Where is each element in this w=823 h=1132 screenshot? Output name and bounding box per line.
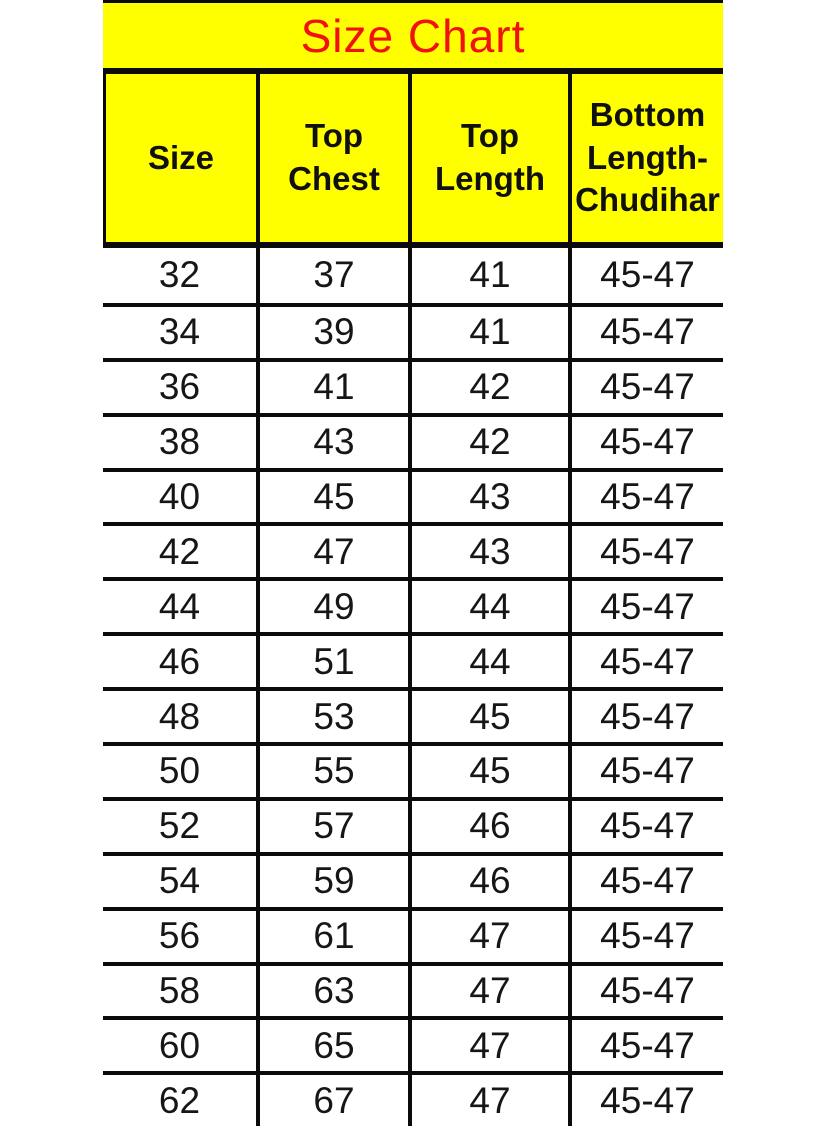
cell: 40 (158, 476, 201, 517)
cell: 47 (408, 966, 568, 1017)
cell: 45-47 (568, 1020, 723, 1071)
table-row (103, 852, 723, 907)
cell: 43 (408, 472, 568, 523)
cell: 45-47 (568, 472, 723, 523)
cell: 45-47 (568, 307, 723, 358)
cell: 39 (256, 307, 408, 358)
cell: 45-47 (568, 248, 723, 303)
cell: 45-47 (568, 362, 723, 413)
cell: 67 (256, 1075, 408, 1126)
cell: 41 (256, 362, 408, 413)
cell: 44 (408, 636, 568, 687)
cell: 47 (408, 1020, 568, 1071)
cell: 45-47 (568, 526, 723, 577)
cell: 45-47 (568, 746, 723, 797)
cell: 37 (256, 248, 408, 303)
cell: 51 (256, 636, 408, 687)
cell: 45 (408, 691, 568, 742)
table-body (103, 248, 723, 1126)
cell: 45 (256, 472, 408, 523)
header-cell: Top Chest (256, 74, 408, 242)
cell: 32 (158, 254, 201, 296)
cell: 44 (408, 581, 568, 632)
table-row (103, 1071, 723, 1126)
table-row (103, 522, 723, 577)
table-row (103, 632, 723, 687)
cell: 46 (158, 640, 201, 682)
cell: 45-47 (568, 966, 723, 1017)
cell: 63 (256, 966, 408, 1017)
cell: 47 (408, 911, 568, 962)
cell: 61 (256, 911, 408, 962)
cell: 52 (158, 805, 201, 847)
header-cell: Size (103, 74, 256, 242)
table-row (103, 1016, 723, 1071)
cell: 45-47 (568, 417, 723, 468)
cell: 38 (158, 421, 201, 463)
cell: 58 (158, 970, 201, 1012)
cell: 47 (256, 526, 408, 577)
size-chart-table (103, 0, 723, 1126)
title-banner (103, 0, 723, 68)
cell: 41 (408, 248, 568, 303)
header-cell: Bottom Length-Chudihar (568, 74, 723, 242)
cell: 42 (408, 362, 568, 413)
cell: 41 (408, 307, 568, 358)
cell: 45-47 (568, 911, 723, 962)
cell: 54 (158, 860, 201, 902)
cell: 43 (408, 526, 568, 577)
cell: 59 (256, 856, 408, 907)
header-row (103, 68, 723, 248)
cell: 53 (256, 691, 408, 742)
header-cell: Top Length (408, 74, 568, 242)
cell: 48 (158, 695, 201, 737)
cell: 46 (408, 856, 568, 907)
cell: 57 (256, 801, 408, 852)
cell: 44 (158, 585, 201, 627)
table-row (103, 687, 723, 742)
cell: 45-47 (568, 691, 723, 742)
page-title: Size Chart (300, 9, 526, 62)
table-row (103, 468, 723, 523)
table-row (103, 413, 723, 468)
cell: 62 (158, 1079, 201, 1121)
cell: 42 (408, 417, 568, 468)
table-row (103, 358, 723, 413)
cell: 45-47 (568, 636, 723, 687)
table-row (103, 303, 723, 358)
cell: 42 (158, 530, 201, 572)
table-row (103, 742, 723, 797)
table-row (103, 962, 723, 1017)
cell: 45-47 (568, 856, 723, 907)
table-row (103, 248, 723, 303)
cell: 46 (408, 801, 568, 852)
cell: 49 (256, 581, 408, 632)
table-row (103, 577, 723, 632)
cell: 45-47 (568, 581, 723, 632)
cell: 60 (158, 1024, 201, 1066)
cell: 47 (408, 1075, 568, 1126)
cell: 45-47 (568, 1075, 723, 1126)
cell: 34 (158, 311, 201, 353)
cell: 45 (408, 746, 568, 797)
cell: 45-47 (568, 801, 723, 852)
cell: 65 (256, 1020, 408, 1071)
table-row (103, 797, 723, 852)
cell: 50 (158, 750, 201, 792)
cell: 55 (256, 746, 408, 797)
cell: 36 (158, 366, 201, 408)
table-row (103, 907, 723, 962)
cell: 56 (158, 915, 201, 957)
cell: 43 (256, 417, 408, 468)
